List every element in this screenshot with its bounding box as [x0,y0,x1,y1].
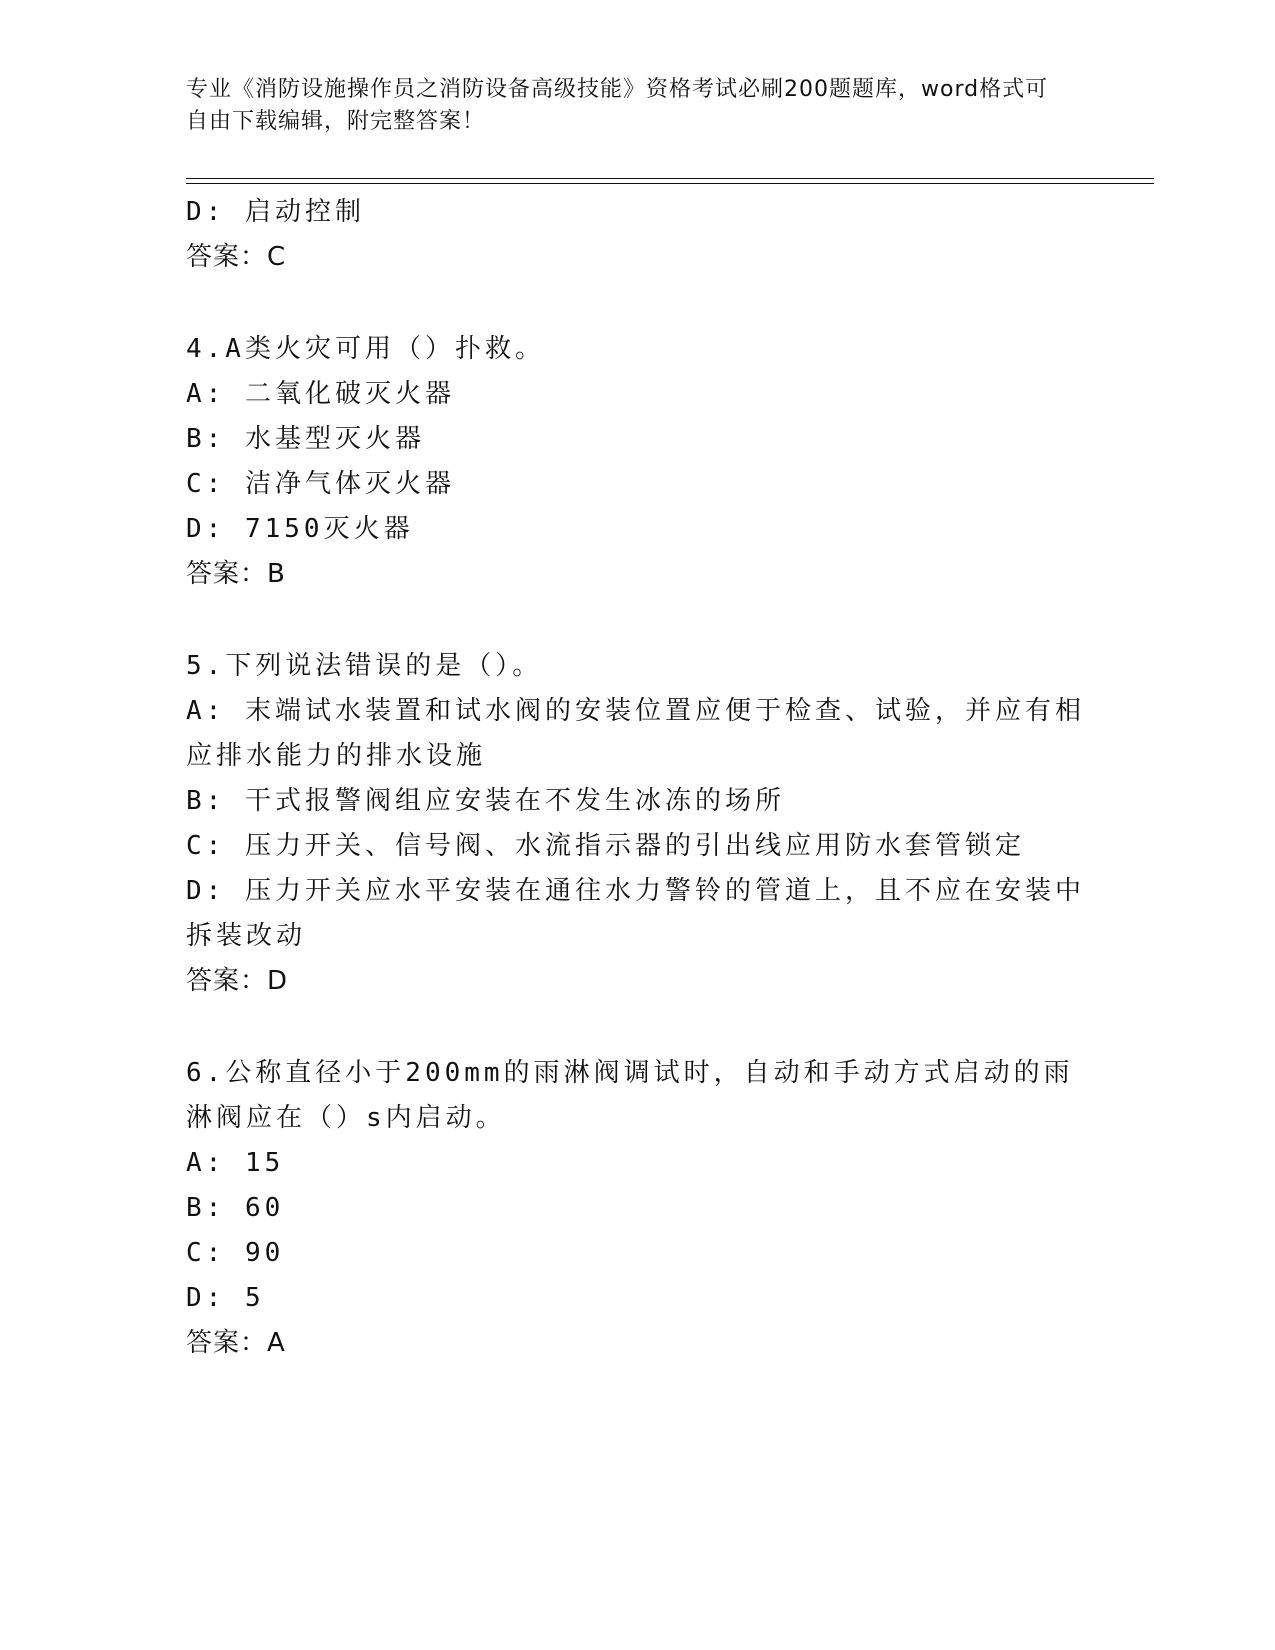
option-c: C: 压力开关、信号阀、水流指示器的引出线应用防水套管锁定 [186,831,1025,861]
answer: 答案：D [186,966,289,996]
question-block [186,644,1086,1004]
option-a: A: 15 [186,1148,285,1178]
document-header: 专业《消防设施操作员之消防设备高级技能》资格考试必刷200题题库，word格式可自由下载编辑，附完整答案！ [186,77,1049,134]
option-d: D: 7150灭火器 [186,514,414,544]
question-stem: 5.下列说法错误的是（）。 [186,651,543,681]
question-stem: 4.A类火灾可用（）扑救。 [186,334,545,364]
spacer [186,597,1086,644]
header-divider-top [186,178,1154,179]
option-d: D: 压力开关应水平安装在通往水力警铃的管道上，且不应在安装中拆装改动 [186,876,1085,951]
spacer [186,1004,1086,1051]
answer: 答案：A [186,1328,286,1358]
question-block [186,327,1086,597]
option-d: D: 5 [186,1283,265,1313]
prev-option-d: D: 启动控制 [186,197,365,227]
option-b: B: 水基型灭火器 [186,424,425,454]
option-b: B: 60 [186,1193,285,1223]
question-block [186,1051,1086,1366]
question-stem: 6.公称直径小于200mm的雨淋阀调试时，自动和手动方式启动的雨淋阀应在（）s内启动。 [186,1058,1074,1133]
option-c: C: 洁净气体灭火器 [186,469,455,499]
option-a: A: 末端试水装置和试水阀的安装位置应便于检查、试验，并应有相应排水能力的排水设施 [186,696,1085,771]
answer: 答案：B [186,559,286,589]
spacer [186,280,1086,327]
option-a: A: 二氧化破灭火器 [186,379,455,409]
header-divider-bottom [186,183,1154,184]
option-c: C: 90 [186,1238,285,1268]
option-b: B: 干式报警阀组应安装在不发生冰冻的场所 [186,786,785,816]
prev-answer: 答案：C [186,242,287,272]
question-content [186,190,1086,1366]
